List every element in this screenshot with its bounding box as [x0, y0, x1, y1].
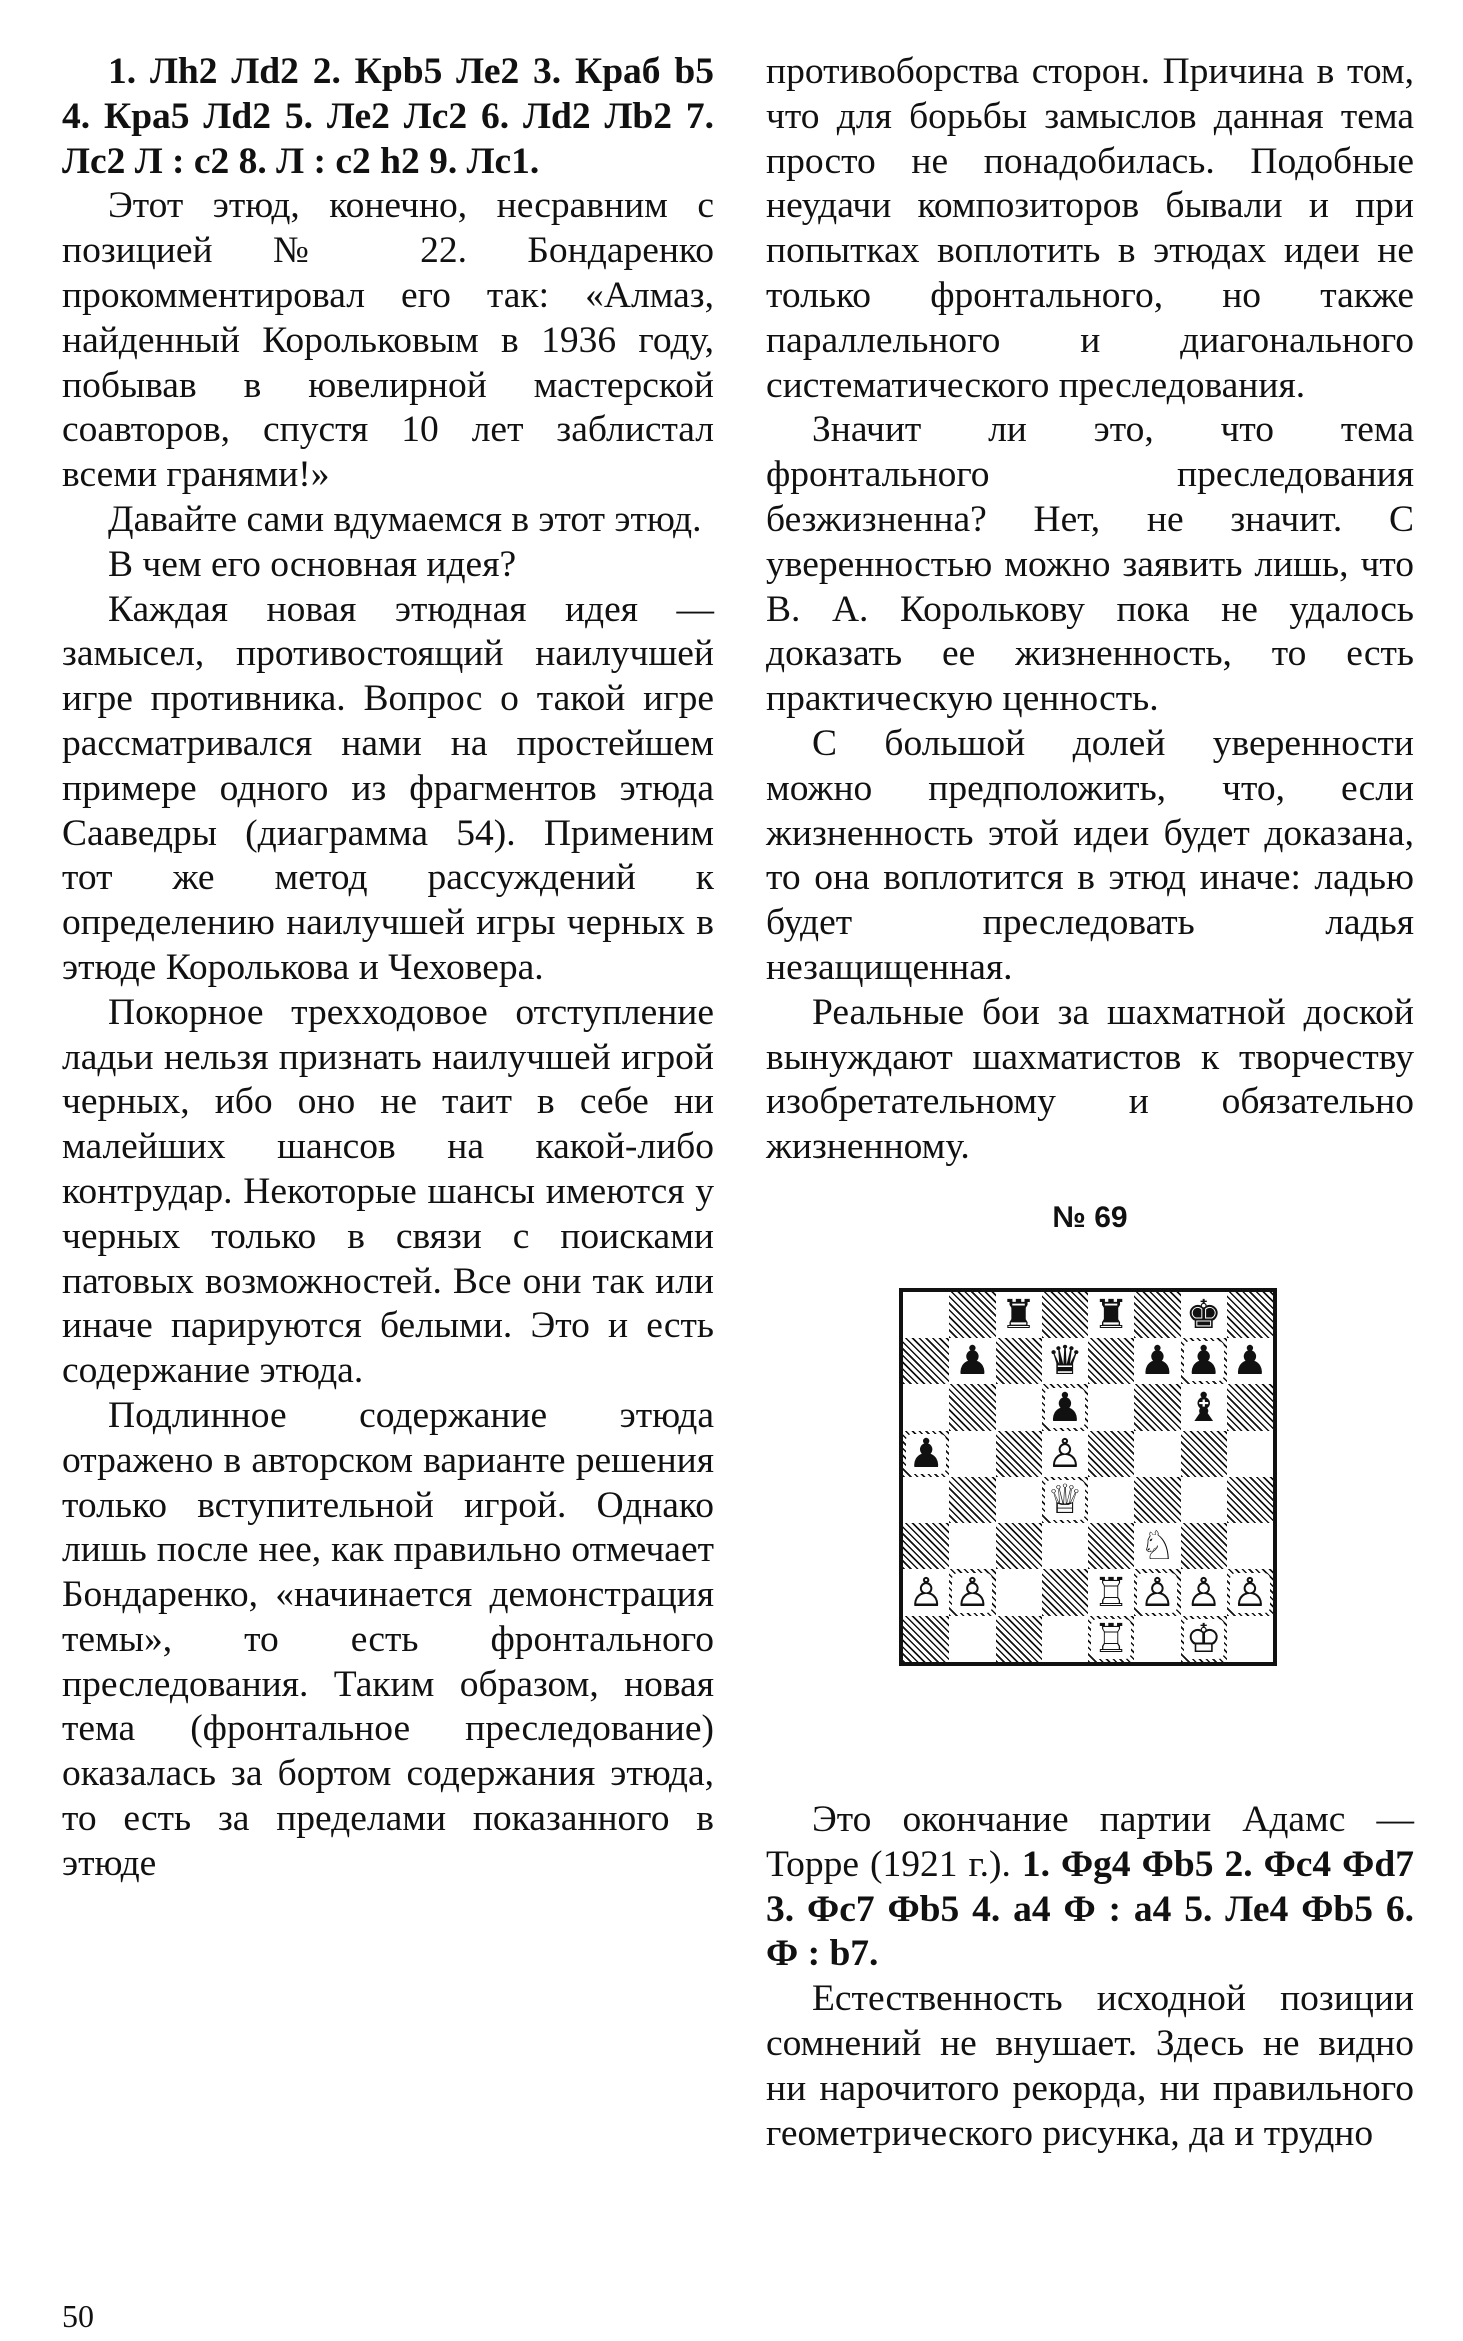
paragraph: Реальные бои за шахматной доской вынуждают шахматистов к творчеству изобретательному и обязательно жизненному.	[766, 991, 1414, 1168]
chess-piece: ♙	[1046, 1430, 1083, 1477]
right-column	[766, 50, 1414, 2156]
chess-piece: ♔	[1185, 1615, 1222, 1662]
chess-piece: ♝	[1185, 1384, 1222, 1431]
solution-moves: 1. Лh2 Лd2 2. Крb5 Ле2 3. Краб b5 4. Кра5 Лd2 5. Ле2 Лс2 6. Лd2 Лb2 7. Лс2 Л : с2 8. Л : с2 h2 9. Лс1.	[62, 51, 714, 182]
paragraph: Этот этюд, конечно, несравним с позицией № 22. Бондаренко прокомментировал его так: «Алмаз, найденный Корольковым в 1936 году, побывав в ювелирной мастерской соавторов, спустя 10 лет заблистал всеми гранями!»	[62, 185, 714, 496]
paragraph: С большой долей уверенности можно предположить, что, если жизненность этой идеи будет доказана, то она воплотится в этюд иначе: ладью будет преследовать ладья незащищенная.	[766, 722, 1414, 988]
chess-piece: ♚	[1185, 1292, 1222, 1339]
left-column	[62, 50, 714, 1887]
board-square	[903, 1384, 949, 1430]
board-square	[1134, 1384, 1180, 1430]
chess-piece: ♙	[1139, 1569, 1176, 1616]
paragraph: Покорное трехходовое отступление ладьи нельзя признать наилучшей игрой черных, ибо оно не таит в себе ни малейших шансов на какой-либо контрудар. Некоторые шансы имеются у черных только в связи с поисками патовых возможностей. Все они так или иначе парируются белыми. Это и есть содержание этюда.	[62, 991, 714, 1392]
board-square	[1042, 1523, 1088, 1569]
chess-piece: ♙	[1231, 1569, 1268, 1616]
chess-piece: ♜	[1093, 1292, 1130, 1339]
board-square	[949, 1431, 995, 1477]
board-square	[903, 1523, 949, 1569]
board-square	[949, 1616, 995, 1662]
chess-piece: ♙	[954, 1569, 991, 1616]
chess-piece: ♟	[1046, 1384, 1083, 1431]
board-square	[949, 1338, 995, 1384]
board-square	[949, 1523, 995, 1569]
board-square	[1088, 1338, 1134, 1384]
board-square	[1134, 1431, 1180, 1477]
board-square	[1134, 1292, 1180, 1338]
board-square	[1227, 1477, 1273, 1523]
chess-piece: ♖	[1093, 1615, 1130, 1662]
chess-piece: ♘	[1139, 1523, 1176, 1570]
board-square	[903, 1292, 949, 1338]
chess-piece: ♙	[1185, 1569, 1222, 1616]
board-square	[1134, 1523, 1180, 1569]
board-square	[1227, 1523, 1273, 1569]
board-square	[1134, 1477, 1180, 1523]
board-square	[1181, 1569, 1227, 1615]
board-square	[1227, 1616, 1273, 1662]
board-square	[1042, 1477, 1088, 1523]
diagram-area	[766, 1288, 1414, 1798]
board-square	[903, 1431, 949, 1477]
board-square	[996, 1477, 1042, 1523]
board-square	[1088, 1477, 1134, 1523]
board-square	[1088, 1431, 1134, 1477]
chess-piece: ♟	[1231, 1338, 1268, 1385]
paragraph: противоборства сторон. Причина в том, что для борьбы замыслов данная тема просто не понадобилась. Подобные неудачи композиторов бывали и при попытках воплотить в этюдах идеи не только фронтального, но также параллельного и диагонального систематического преследования.	[766, 51, 1414, 406]
chess-piece: ♛	[1046, 1338, 1083, 1385]
board-square	[1042, 1338, 1088, 1384]
board-square	[1227, 1292, 1273, 1338]
board-square	[1088, 1292, 1134, 1338]
paragraph: В чем его основная идея?	[108, 543, 517, 585]
chess-piece: ♟	[908, 1430, 945, 1477]
board-square	[1042, 1431, 1088, 1477]
board-square	[1227, 1338, 1273, 1384]
chess-piece: ♖	[1093, 1569, 1130, 1616]
chess-diagram	[899, 1288, 1277, 1666]
board-square	[1181, 1431, 1227, 1477]
board-square	[1088, 1616, 1134, 1662]
board-square	[1088, 1569, 1134, 1615]
paragraph: Давайте сами вдумаемся в этот этюд.	[108, 498, 702, 540]
board-square	[903, 1477, 949, 1523]
board-square	[996, 1523, 1042, 1569]
chess-piece: ♙	[908, 1569, 945, 1616]
board-square	[1134, 1569, 1180, 1615]
paragraph: Естественность исходной позиции сомнений не внушает. Здесь не видно ни нарочитого рекорда, ни правильного геометрического рисунка, да и трудно	[766, 1978, 1414, 2154]
board-square	[1227, 1384, 1273, 1430]
board-square	[1181, 1616, 1227, 1662]
board-square	[996, 1338, 1042, 1384]
board-square	[996, 1292, 1042, 1338]
board-square	[1181, 1384, 1227, 1430]
board-square	[949, 1292, 995, 1338]
chess-piece: ♟	[1185, 1338, 1222, 1385]
game-moves: 1. Фg4 Фb5 2. Фс4 Фd7 3. Фс7 Фb5 4. а4 Ф : а4 5. Ле4 Фb5 6. Ф : b7.	[766, 1843, 1414, 1975]
board-square	[1227, 1431, 1273, 1477]
board-square	[1181, 1477, 1227, 1523]
board-square	[996, 1569, 1042, 1615]
board-square	[1042, 1616, 1088, 1662]
paragraph: Значит ли это, что тема фронтального преследования безжизненна? Нет, не значит. С уверенностью можно заявить лишь, что В. А. Королькову пока не удалось доказать ее жизненность, то есть практическую ценность.	[766, 409, 1414, 720]
board-square	[1227, 1569, 1273, 1615]
board-square	[1088, 1384, 1134, 1430]
diagram-title: № 69	[1052, 1200, 1128, 1234]
board-square	[996, 1616, 1042, 1662]
paragraph: Каждая новая этюдная идея — замысел, противостоящий наилучшей игре противника. Вопрос о такой игре рассматривался нами на простейшем примере одного из фрагментов этюда Сааведры (диаграмма 54). Применим тот же метод рассуждений к определению наилучшей игры черных в этюде Королькова и Чеховера.	[62, 588, 714, 988]
board-square	[1181, 1292, 1227, 1338]
chess-piece: ♟	[1139, 1338, 1176, 1385]
board-square	[1181, 1338, 1227, 1384]
board-square	[1042, 1292, 1088, 1338]
board-square	[949, 1384, 995, 1430]
board-square	[1134, 1338, 1180, 1384]
board-square	[996, 1384, 1042, 1430]
paragraph: Подлинное содержание этюда отражено в авторском варианте решения только вступительной игрой. Однако лишь после нее, как правильно отмечает Бондаренко, «начинается демонстрация темы», то есть фронтального преследования. Таким образом, новая тема (фронтальное преследование) оказалась за бортом содержания этюда, то есть за пределами показанного в этюде	[62, 1394, 714, 1884]
board-square	[1134, 1616, 1180, 1662]
chess-piece: ♟	[954, 1338, 991, 1385]
board-square	[1042, 1569, 1088, 1615]
board-square	[903, 1616, 949, 1662]
board-square	[996, 1431, 1042, 1477]
game-intro: Это окончание партии Адамс — Торре (1921 г.).	[766, 1798, 1414, 1885]
board-square	[1181, 1523, 1227, 1569]
chess-piece: ♕	[1046, 1477, 1083, 1524]
board-square	[949, 1569, 995, 1615]
board-square	[1042, 1384, 1088, 1430]
game-intro-paragraph	[766, 1798, 1414, 1977]
board-square	[903, 1338, 949, 1384]
board-square	[949, 1477, 995, 1523]
board-square	[1088, 1523, 1134, 1569]
page-number: 50	[62, 2298, 94, 2334]
chess-piece: ♜	[1000, 1292, 1037, 1339]
board-square	[903, 1569, 949, 1615]
